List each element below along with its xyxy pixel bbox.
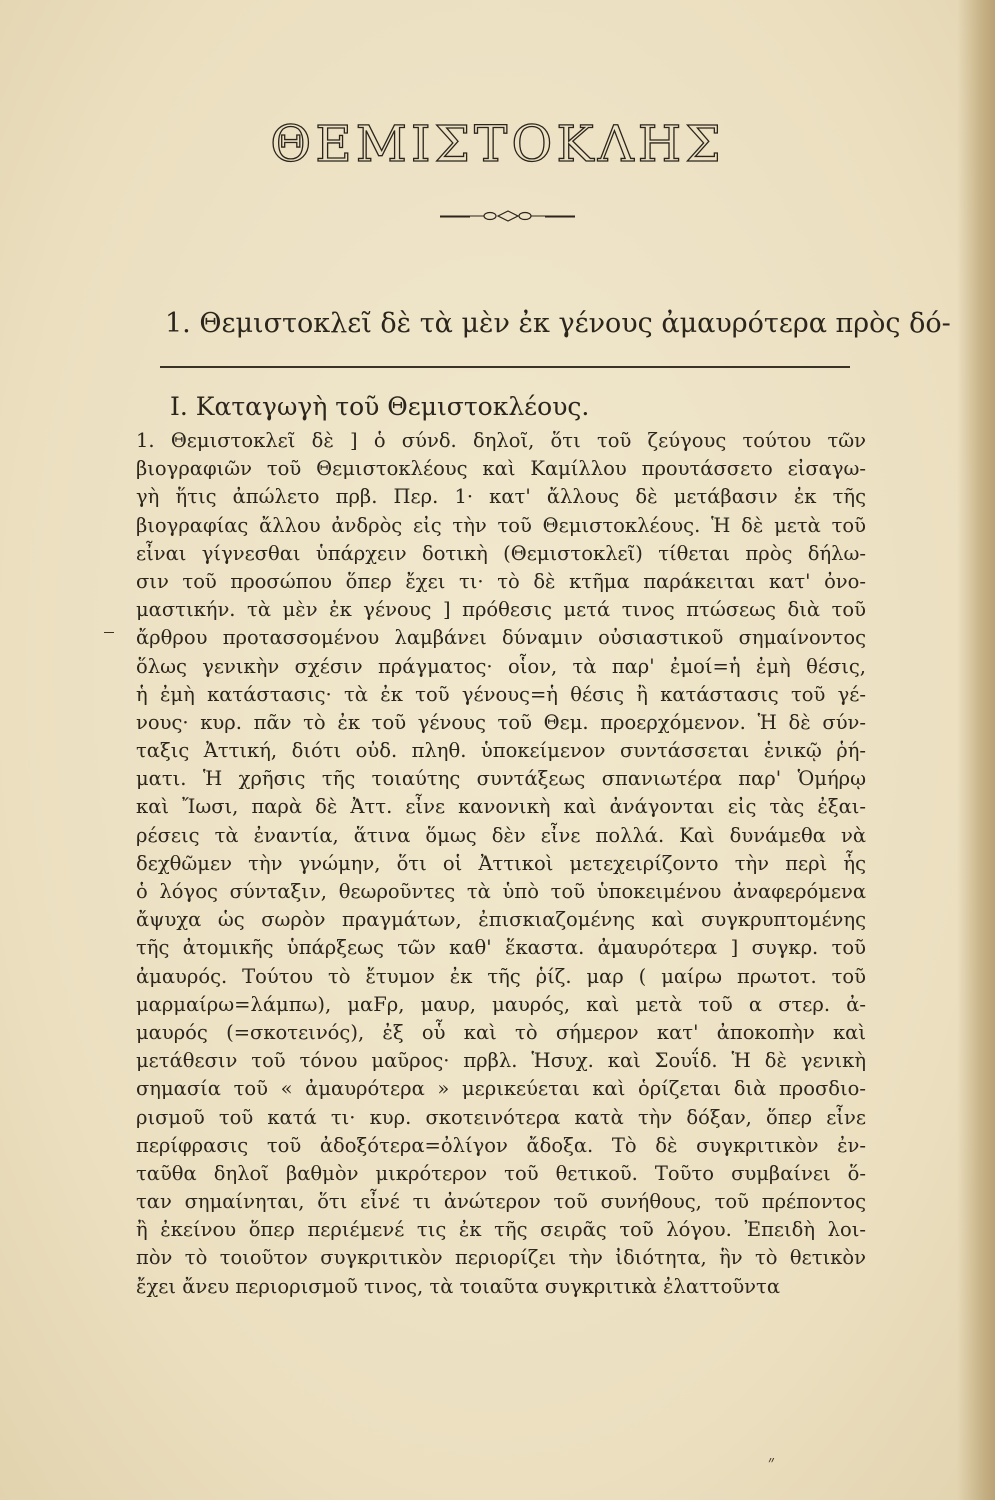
text-divider: [160, 366, 850, 368]
commentary-line: ταξις Ἀττική, διότι οὐδ. πληθ. ὑποκείμενον συντάσσεται ἑνικῷ ῥή-: [136, 739, 866, 763]
commentary-line: ταν σημαίνηται, ὅτι εἶνέ τι ἀνώτερον τοῦ συνήθους, τοῦ πρέποντος: [136, 1190, 866, 1214]
commentary-line: δεχθῶμεν τὴν γνώμην, ὅτι οἱ Ἀττικοὶ μετεχειρίζοντο τὴν περὶ ἧς: [136, 851, 866, 875]
commentary-line: ὅλως γενικὴν σχέσιν πράγματος· οἷον, τὰ παρ' ἐμοί=ἡ ἐμὴ θέσις,: [136, 654, 866, 678]
commentary-line: ἄψυχα ὡς σωρὸν πραγμάτων, ἐπισκιαζομένης καὶ συγκρυπτομένης: [136, 908, 866, 932]
commentary-line: 1. Θεμιστοκλεῖ δὲ ] ὁ σύνδ. δηλοῖ, ὅτι τοῦ ζεύγους τούτου τῶν: [136, 429, 866, 452]
commentary-block: [136, 429, 866, 1303]
commentary-line: μαρμαίρω=λάμπω), μαFρ, μαυρ, μαυρός, καὶ μετὰ τοῦ α στερ. ἀ-: [136, 992, 866, 1016]
commentary-line: εἶναι γίγνεσθαι ὑπάρχειν δοτικὴ (Θεμιστοκλεῖ) τίθεται πρὸς δήλω-: [136, 541, 866, 565]
commentary-line: ρέσεις τὰ ἐναντία, ἅτινα ὅμως δὲν εἶνε πολλά. Καὶ δυνάμεθα νὰ: [136, 823, 866, 847]
page-title: ΘΕΜΙΣΤΟΚΛΗΣ: [270, 115, 725, 173]
corner-mark: ״: [768, 1452, 775, 1473]
commentary-line: ἢ ἐκείνου ὅπερ περιέμενέ τις ἐκ τῆς σειρᾶς τοῦ λόγου. Ἐπειδὴ λοι-: [136, 1218, 866, 1242]
margin-mark: [104, 632, 114, 633]
commentary-line: τῆς ἀτομικῆς ὑπάρξεως τῶν καθ' ἕκαστα. ἀμαυρότερα ] συγκρ. τοῦ: [136, 936, 866, 960]
commentary-line: πὸν τὸ τοιοῦτον συγκριτικὸν περιορίζει τὴν ἰδιότητα, ἣν τὸ θετικὸν: [136, 1246, 866, 1270]
commentary-line: περίφρασις τοῦ ἀδοξότερα=ὀλίγον ἄδοξα. Τὸ δὲ συγκριτικὸν ἐν-: [136, 1133, 866, 1157]
commentary-line: βιογραφίας ἄλλου ἀνδρὸς εἰς τὴν τοῦ Θεμιστοκλέους. Ἡ δὲ μετὰ τοῦ: [136, 513, 866, 537]
commentary-line: βιογραφιῶν τοῦ Θεμιστοκλέους καὶ Καμίλλου προυτάσσετο εἰσαγω-: [136, 457, 866, 481]
commentary-line: ρισμοῦ τοῦ κατά τι· κυρ. σκοτεινότερα κατὰ τὴν δόξαν, ὅπερ εἶνε: [136, 1105, 866, 1129]
section-heading-text: Καταγωγὴ τοῦ Θεμιστοκλέους.: [195, 392, 590, 421]
title-ornament: [440, 208, 575, 224]
section-heading-number: I.: [170, 392, 188, 421]
commentary-line: μαυρός (=σκοτεινός), ἐξ οὗ καὶ τὸ σήμερον κατ' ἀποκοπὴν καὶ: [136, 1020, 866, 1044]
commentary-line: ἀμαυρός. Τούτου τὸ ἔτυμον ἐκ τῆς ῥίζ. μαρ ( μαίρω πρωτοτ. τοῦ: [136, 964, 866, 988]
commentary-line: σιν τοῦ προσώπου ὅπερ ἔχει τι· τὸ δὲ κτῆμα παράκειται κατ' ὀνο-: [136, 569, 866, 593]
commentary-line: καὶ Ἴωσι, παρὰ δὲ Ἀττ. εἶνε κανονικὴ καὶ ἀνάγονται εἰς τὰς ἐξαι-: [136, 795, 866, 819]
commentary-line: νους· κυρ. πᾶν τὸ ἐκ τοῦ γένους τοῦ Θεμ. προερχόμενον. Ἡ δὲ σύν-: [136, 710, 866, 734]
main-text-number: 1.: [165, 308, 191, 339]
main-text-line: [165, 308, 951, 339]
commentary-line: ἄρθρου προτασσομένου λαμβάνει δύναμιν οὐσιαστικοῦ σημαίνοντος: [136, 626, 866, 650]
section-heading: [170, 393, 900, 421]
commentary-line: μετάθεσιν τοῦ τόνου μαῦρος· πρβλ. Ἡσυχ. καὶ Σουΐδ. Ἡ δὲ γενικὴ: [136, 1049, 866, 1073]
commentary-line: ματι. Ἡ χρῆσις τῆς τοιαύτης συντάξεως σπανιωτέρα παρ' Ὁμήρῳ: [136, 767, 866, 791]
commentary-line: γὴ ἥτις ἀπώλετο πρβ. Περ. 1· κατ' ἄλλους δὲ μετάβασιν ἐκ τῆς: [136, 485, 866, 509]
commentary-line: ταῦθα δηλοῖ βαθμὸν μικρότερον τοῦ θετικοῦ. Τοῦτο συμβαίνει ὅ-: [136, 1161, 866, 1185]
commentary-line: ἡ ἐμὴ κατάστασις· τὰ ἐκ τοῦ γένους=ἡ θέσις ἢ κατάστασις τοῦ γέ-: [136, 682, 866, 706]
main-text: Θεμιστοκλεῖ δὲ τὰ μὲν ἐκ γένους ἀμαυρότερα πρὸς δό-: [199, 308, 951, 339]
commentary-line: μαστικήν. τὰ μὲν ἐκ γένους ] πρόθεσις μετά τινος πτώσεως διὰ τοῦ: [136, 598, 866, 622]
page-edge-shadow: [957, 0, 995, 1500]
commentary-line: σημασία τοῦ « ἀμαυρότερα » μερικεύεται καὶ ὁρίζεται διὰ προσδιο-: [136, 1077, 866, 1101]
commentary-line: ὁ λόγος σύνταξιν, θεωροῦντες τὰ ὑπὸ τοῦ ὑποκειμένου ἀναφερόμενα: [136, 880, 866, 903]
commentary-line: ἔχει ἄνευ περιορισμοῦ τινος, τὰ τοιαῦτα συγκριτικὰ ἐλαττοῦντα: [136, 1274, 780, 1298]
